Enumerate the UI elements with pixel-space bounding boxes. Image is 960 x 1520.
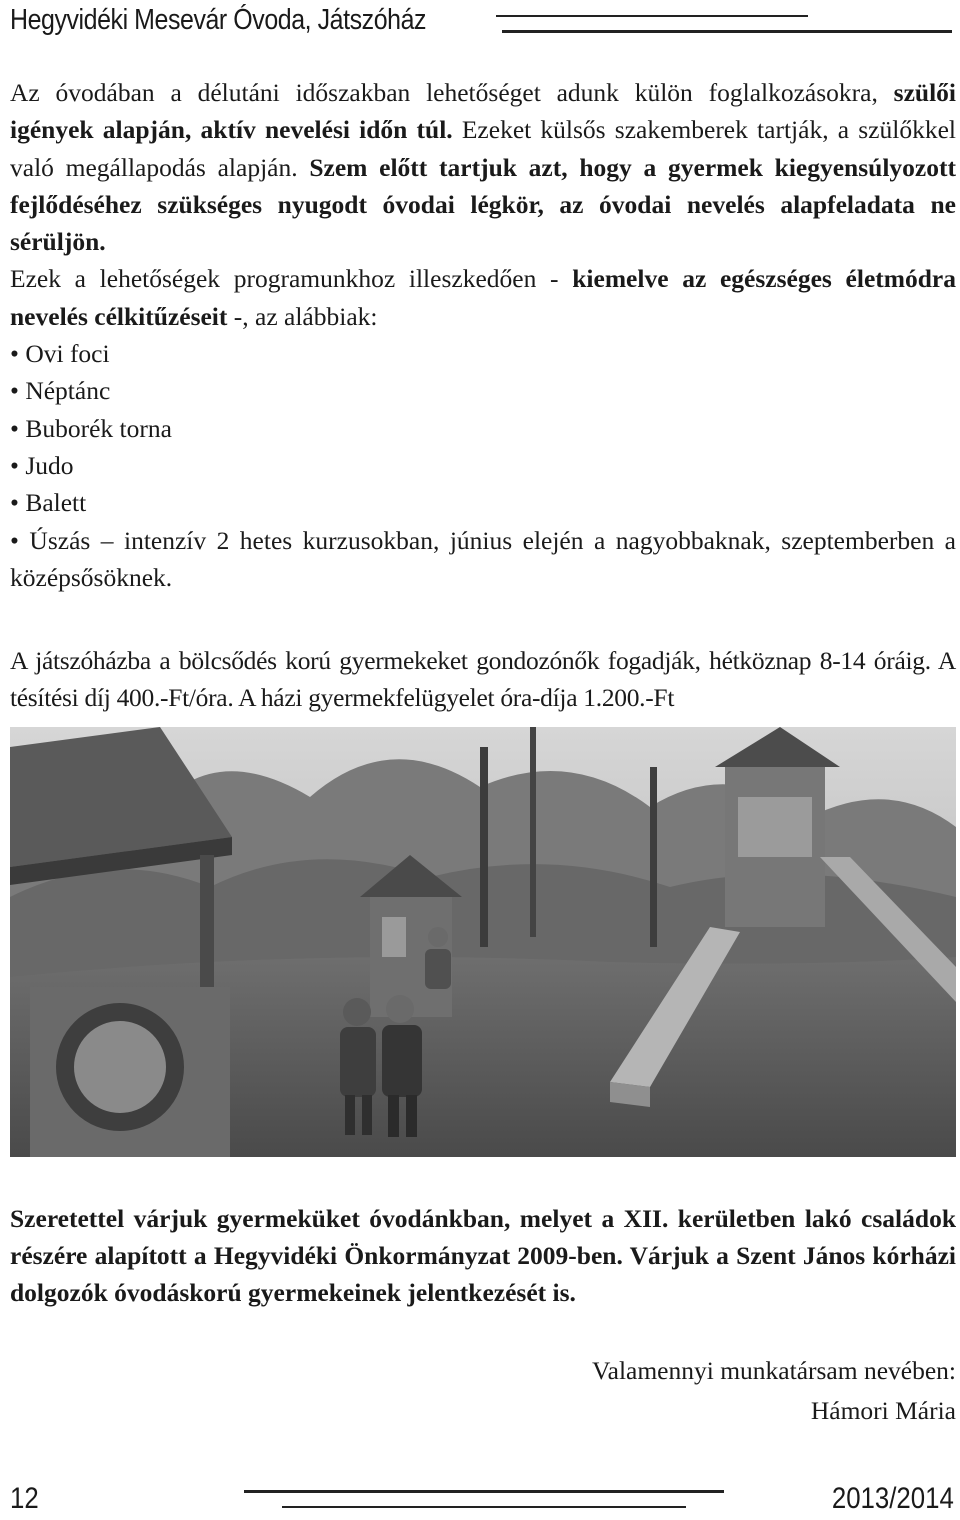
page-number: 12 — [10, 1482, 39, 1515]
playground-illustration — [10, 727, 956, 1157]
list-item: • Judo — [10, 447, 956, 484]
list-item: • Buborék torna — [10, 410, 956, 447]
signature-block — [592, 1351, 956, 1431]
intro-paragraph: Az óvodában a délutáni időszakban lehetőséget adunk külön foglalkozásokra, szülői igények alapján, aktív nevelési időn túl. Ezeket külsős szakemberek tartják, a szülőkkel való megállapodás alapján. Szem előtt tartjuk azt, hogy a gyermek kiegyensúlyozott fejlődéséhez szükséges nyugodt óvodai légkör, az óvodai nevelés alapfeladata ne sérüljön. — [10, 78, 956, 257]
program-list — [10, 335, 956, 596]
list-item: • Úszás – intenzív 2 hetes kurzusokban, június elején a nagyobbaknak, szeptemberben a középsősöknek. — [10, 522, 956, 597]
playground-photo — [10, 727, 956, 1157]
header-rule-thin — [496, 15, 808, 17]
footer-rule-thin — [282, 1506, 686, 1508]
playhouse-paragraph: A játszóházba a bölcsődés korú gyermekeket gondozónők fogadják, hétköznap 8-14 óráig. A tésítési díj 400.-Ft/óra. A házi gyermekfelügyelet óra-díja 1.200.-Ft — [10, 646, 956, 712]
closing-paragraph: Szeretettel várjuk gyermeküket óvodánkban, melyet a XII. kerületben lakó családok részére alapított a Hegyvidéki Önkormányzat 2009-ben. Várjuk a Szent János kórházi dolgozók óvodáskorú gyermekeinek jelentkezését is. — [10, 1204, 956, 1307]
signature-name: Hámori Mária — [810, 1396, 956, 1425]
signature-line: Valamennyi munkatársam nevében: — [592, 1356, 956, 1385]
footer-year: 2013/2014 — [832, 1482, 954, 1515]
header-title: Hegyvidéki Mesevár Óvoda, Játszóház — [10, 4, 427, 36]
main-text — [10, 74, 956, 596]
list-item: • Balett — [10, 484, 956, 521]
list-item: • Ovi foci — [10, 335, 956, 372]
page-header — [10, 2, 952, 46]
footer-rule-thick — [244, 1490, 724, 1493]
programs-paragraph: Ezek a lehetőségek programunkhoz illeszkedően - kiemelve az egészséges életmódra nevelés célkitűzéseit -, az alábbiak: — [10, 264, 957, 331]
header-rule-thick — [502, 30, 952, 33]
list-item: • Néptánc — [10, 372, 956, 409]
